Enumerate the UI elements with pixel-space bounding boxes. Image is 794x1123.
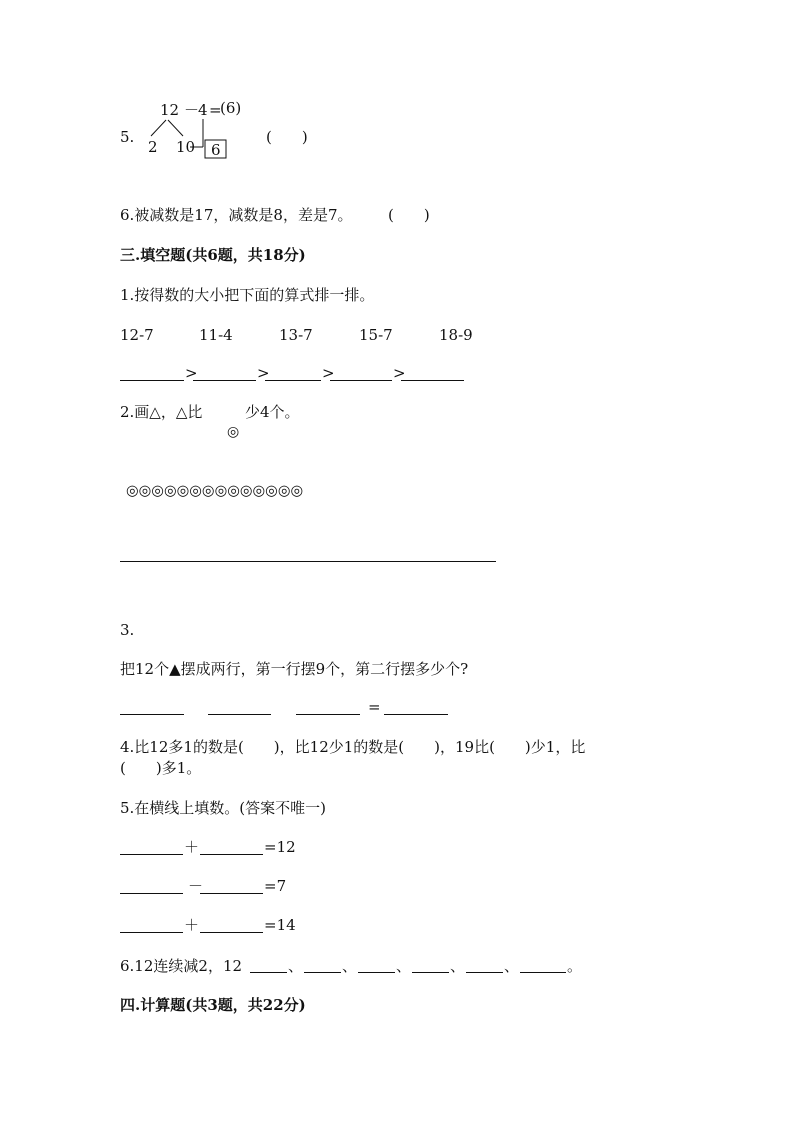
q5-operator: －: [184, 101, 200, 119]
fill1-greater-sign: >: [393, 364, 406, 382]
q5-boxed-answer: 6: [211, 141, 221, 159]
fill6-separator: 、: [504, 957, 520, 975]
fill3-equals: =: [368, 698, 381, 716]
fill5-operator: ＋: [184, 916, 200, 934]
fill5-prompt: 5.在横线上填数。(答案不唯一): [120, 799, 327, 817]
fill5-blank[interactable]: [120, 932, 183, 933]
fill4-line2: ( )多1。: [120, 759, 202, 777]
fill1-prompt: 1.按得数的大小把下面的算式排一排。: [120, 286, 375, 304]
fill6-end: 。: [567, 957, 583, 975]
fill1-expression: 13-7: [279, 326, 313, 344]
q5-result: (6): [220, 99, 242, 117]
fill1-blank[interactable]: [120, 380, 184, 381]
fill3-text: 把12个▲摆成两行，第一行摆9个，第二行摆多少个?: [120, 660, 469, 678]
fill1-greater-sign: >: [322, 364, 335, 382]
fill1-blank[interactable]: [330, 380, 392, 381]
fill3-blank[interactable]: [296, 714, 360, 715]
fill6-blank[interactable]: [466, 972, 503, 973]
fill3-blank[interactable]: [120, 714, 184, 715]
fill2-answer-line[interactable]: [120, 561, 496, 562]
fill5-blank[interactable]: [200, 893, 263, 894]
fill2-prompt-start: 2.画△，△比: [120, 403, 203, 421]
fill2-circles-row: ◎◎◎◎◎◎◎◎◎◎◎◎◎◎: [126, 483, 304, 499]
fill1-greater-sign: >: [185, 364, 198, 382]
q5-split-left: 2: [148, 138, 158, 156]
section4-title: 四.计算题(共3题，共22分): [120, 996, 306, 1014]
fill3-blank[interactable]: [208, 714, 271, 715]
fill5-blank[interactable]: [200, 854, 263, 855]
section3-title: 三.填空题(共6题，共18分): [120, 246, 306, 264]
fill1-blank[interactable]: [265, 380, 321, 381]
fill5-blank[interactable]: [120, 854, 183, 855]
fill3-number: 3.: [120, 621, 135, 639]
q5-top-a: 12: [160, 101, 180, 119]
fill6-separator: 、: [342, 957, 358, 975]
fill4-line1: 4.比12多1的数是( )，比12少1的数是( )，19比( )少1，比: [120, 738, 586, 756]
q5-answer-paren[interactable]: ( ): [266, 128, 308, 146]
fill5-result: =12: [264, 838, 296, 856]
fill6-separator: 、: [288, 957, 304, 975]
fill6-separator: 、: [396, 957, 412, 975]
fill1-greater-sign: >: [257, 364, 270, 382]
fill1-expression: 15-7: [359, 326, 393, 344]
q6-text: 6.被减数是17，减数是8，差是7。: [120, 206, 353, 224]
fill5-operator: ＋: [184, 838, 200, 856]
q6-answer-paren[interactable]: ( ): [388, 206, 430, 224]
fill6-blank[interactable]: [358, 972, 395, 973]
fill5-blank[interactable]: [120, 893, 183, 894]
q5-split-right: 10: [176, 138, 196, 156]
fill5-result: =14: [264, 916, 296, 934]
fill6-blank[interactable]: [520, 972, 566, 973]
fill2-prompt-end: 少4个。: [245, 403, 300, 421]
fill1-blank[interactable]: [401, 380, 464, 381]
fill6-prefix: 6.12连续减2，12: [120, 957, 243, 975]
fill1-blank[interactable]: [193, 380, 256, 381]
fill5-operator: －: [188, 877, 204, 895]
fill6-separator: 、: [450, 957, 466, 975]
fill5-result: =7: [264, 877, 287, 895]
fill6-blank[interactable]: [304, 972, 341, 973]
fill6-blank[interactable]: [412, 972, 449, 973]
q5-number: 5.: [120, 128, 135, 146]
fill1-expression: 11-4: [199, 326, 233, 344]
fill1-expression: 18-9: [439, 326, 473, 344]
q5-equals: =: [209, 101, 222, 119]
fill5-blank[interactable]: [200, 932, 263, 933]
fill2-circle-symbol: ◎: [227, 424, 240, 440]
fill6-blank[interactable]: [250, 972, 287, 973]
fill1-expression: 12-7: [120, 326, 154, 344]
q5-top-b: 4: [198, 101, 208, 119]
fill3-answer-blank[interactable]: [384, 714, 448, 715]
q5-split-lines: [0, 0, 794, 200]
